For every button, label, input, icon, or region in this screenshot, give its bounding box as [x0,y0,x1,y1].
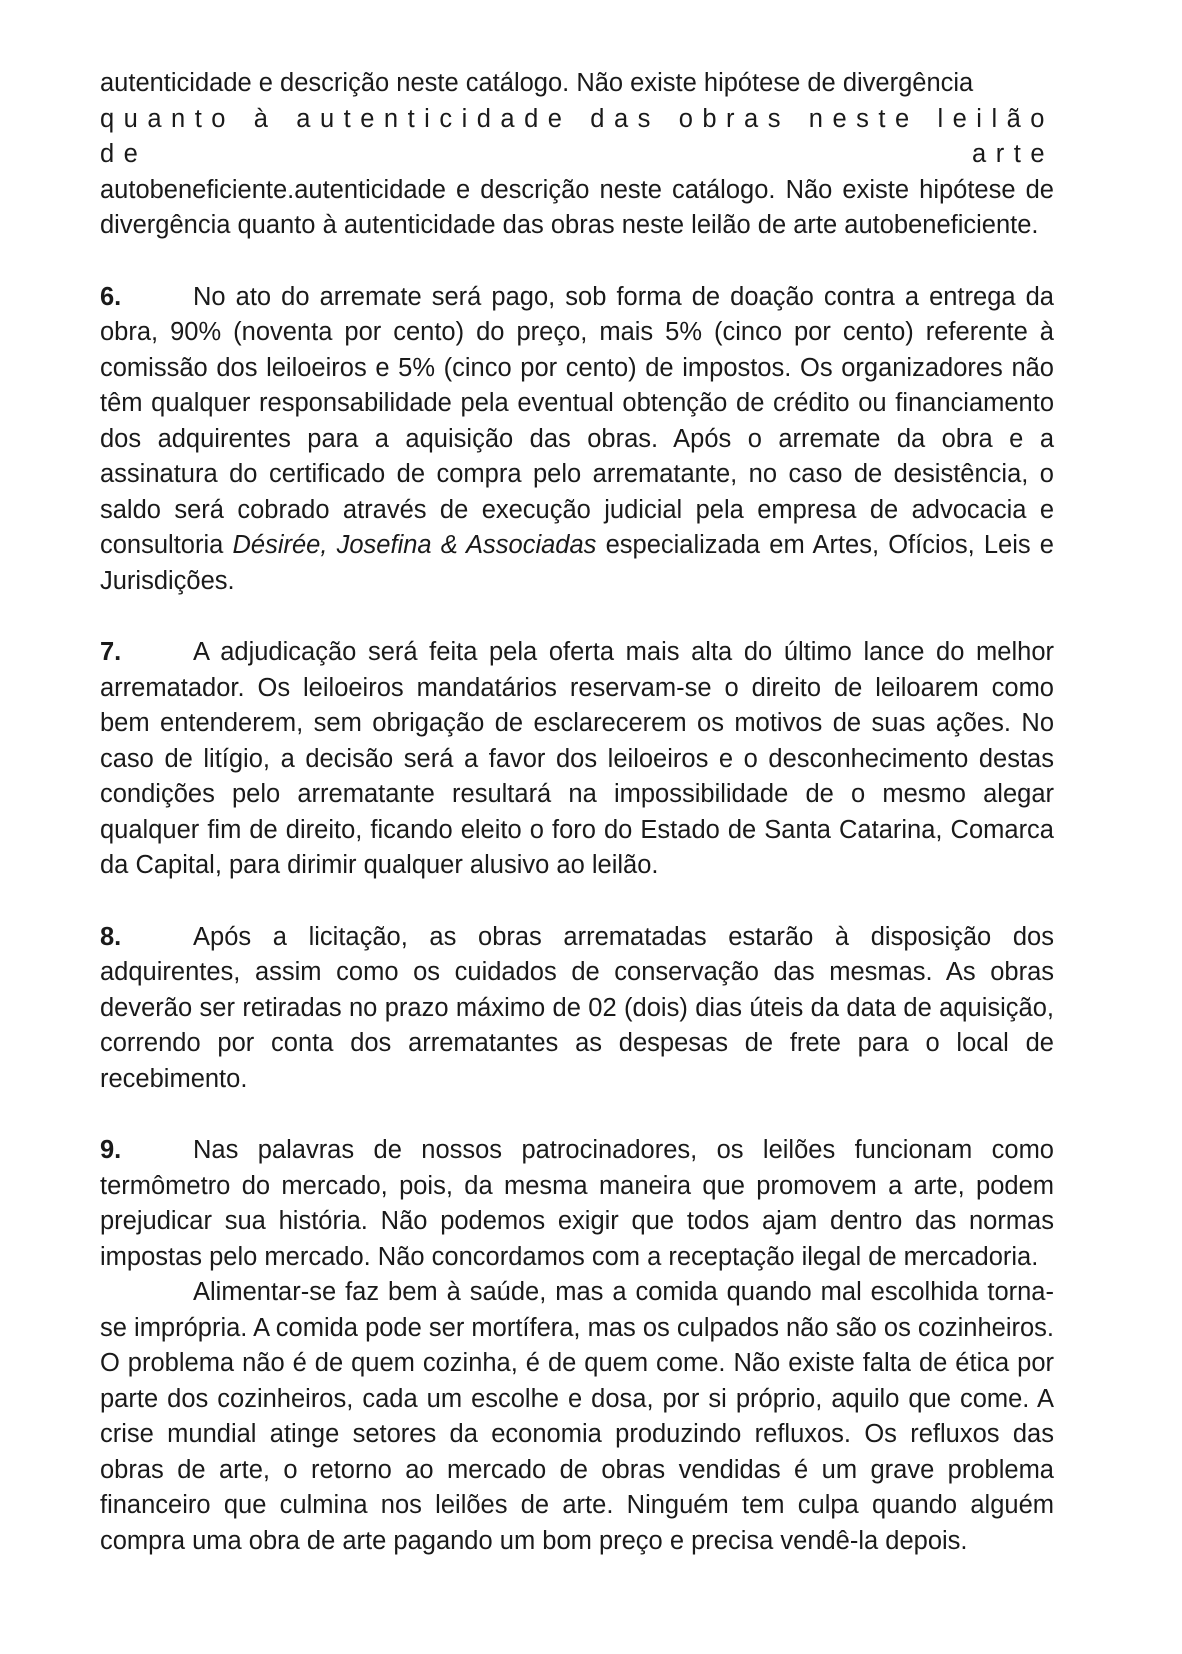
item-8-paragraph [100,920,1054,1098]
item-7-number: 7. [100,638,122,666]
item-8-number: 8. [100,922,122,951]
item-9-text: Nas palavras de nossos patrocinadores, os leilões funcionam como termômetro do mercado, pois, da mesma maneira que promovem a arte, podem prejudicar sua história. Não podemos exigir que todos ajam dentro das normas impostas pelo mercado. Não concordamos com a receptação ilegal de mercadoria. [100,1136,1054,1271]
item-6-number: 6. [100,282,122,311]
document-page [100,66,1054,1595]
item-6-text-after: especializada em Artes, Ofícios, Leis e Jurisdições. [100,531,1054,595]
item-9-continuation: Alimentar-se faz bem à saúde, mas a comida quando mal escolhida torna-se imprópria. A comida pode ser mortífera, mas os culpados não são os cozinheiros. O problema não é de quem cozinha, é de quem come. Não existe falta de ética por parte dos cozinheiros, cada um escolhe e dosa, por si próprio, aquilo que come. A crise mundial atinge setores da economia produzindo refluxos. Os refluxos das obras de arte, o retorno ao mercado de obras vendidas é um grave problema financeiro que culmina nos leilões de arte. Ninguém tem culpa quando alguém compra uma obra de arte pagando um bom preço e precisa vendê-la depois. [100,1278,1054,1555]
intro-rest: autobeneficiente.autenticidade e descrição neste catálogo. Não existe hipótese de divergência quanto à autenticidade das obras neste leilão de arte autobeneficiente. [100,175,1054,239]
intro-paragraph [100,66,1054,244]
item-7-text: A adjudicação será feita pela oferta mais alta do último lance do melhor arrematador. Os leiloeiros mandatários reservam-se o direito de leiloarem como bem entenderem, sem obrigação de esclarecerem os motivos de suas ações. No caso de litígio, a decisão será a favor dos leiloeiros e o desconhecimento destas condições pelo arrematante resultará na impossibilidade de o mesmo alegar qualquer fim de direito, ficando eleito o foro do Estado de Santa Catarina, Comarca da Capital, para dirimir qualquer alusivo ao leilão. [100,638,1054,879]
item-6-paragraph [100,280,1054,600]
item-9-number: 9. [100,1136,122,1164]
intro-line-1: autenticidade e descrição neste catálogo. Não existe hipótese de divergência [100,69,974,97]
item-6-firm-name: Désirée, Josefina & Associadas [232,531,597,559]
item-7-paragraph [100,635,1054,884]
intro-line-2: quanto à autenticidade das obras neste leilão de arte [100,104,1054,168]
item-8-text: Após a licitação, as obras arrematadas estarão à disposição dos adquirentes, assim como os cuidados de conservação das mesmas. As obras deverão ser retiradas no prazo máximo de 02 (dois) dias úteis da data de aquisição, correndo por conta dos arrematantes as despesas de frete para o local de recebimento. [100,922,1054,1093]
item-6-text-before: No ato do arremate será pago, sob forma de doação contra a entrega da obra, 90% (noventa por cento) do preço, mais 5% (cinco por cento) referente à comissão dos leiloeiros e 5% (cinco por cento) de impostos. Os organizadores não têm qualquer responsabilidade pela eventual obtenção de crédito ou financiamento dos adquirentes para a aquisição das obras. Após o arremate da obra e a assinatura do certificado de compra pelo arrematante, no caso de desistência, o saldo será cobrado através de execução judicial pela empresa de advocacia e consultoria [100,282,1054,559]
item-9-paragraph [100,1133,1054,1275]
